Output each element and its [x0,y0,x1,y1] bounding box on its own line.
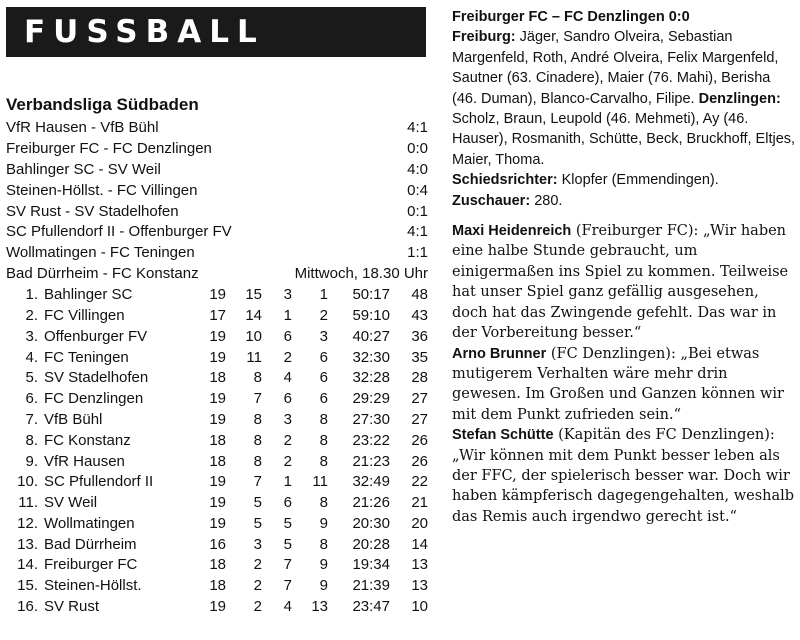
standings-table [6,285,430,618]
table-team: SV Weil [44,494,98,512]
table-drawn: 5 [283,535,292,553]
table-won: 8 [253,369,262,387]
table-points: 27 [411,410,428,428]
table-lost: 8 [319,410,328,428]
table-drawn: 6 [283,494,292,512]
lineup-paragraph [452,27,796,170]
match-row [6,160,430,181]
match-report [452,7,796,211]
table-points: 27 [411,390,428,408]
match-pairing: Freiburger FC - FC Denzlingen [6,139,212,157]
table-drawn: 2 [283,452,292,470]
match-row [6,118,430,139]
table-rank: 16. [17,598,38,616]
table-row [6,472,430,493]
table-team: Freiburger FC [44,556,138,574]
table-rank: 4. [25,348,38,366]
table-row [6,452,430,473]
table-team: Steinen-Höllst. [44,577,142,595]
table-points: 13 [411,556,428,574]
table-won: 7 [253,390,262,408]
table-lost: 6 [319,369,328,387]
table-drawn: 1 [283,306,292,324]
match-pairing: SC Pfullendorf II - Offenburger FV [6,223,232,241]
spectators-line [452,191,796,211]
table-goals: 32:49 [352,473,390,491]
table-drawn: 3 [283,410,292,428]
table-lost: 6 [319,348,328,366]
table-drawn: 3 [283,286,292,304]
match-result: 0:0 [407,139,428,157]
quote-block [452,344,796,426]
team1-lineup: Jäger, Sandro Olveira, Sebastian Margenfeld, Roth, André Olveira, Felix Margenfeld, Sautner (63. Cinadere), Maier (76. Mahi), Berisha (46. Duman), Blanco-Carvalho, Filipe. [452,29,779,107]
table-played: 19 [209,598,226,616]
table-rank: 14. [17,556,38,574]
table-lost: 8 [319,494,328,512]
table-points: 35 [411,348,428,366]
table-lost: 8 [319,535,328,553]
report-headline: Freiburger FC – FC Denzlingen 0:0 [452,9,690,25]
match-pairing: VfR Hausen - VfB Bühl [6,119,159,136]
table-played: 19 [209,494,226,512]
match-row [6,222,430,243]
table-won: 8 [253,452,262,470]
table-team: Wollmatingen [44,514,135,532]
table-points: 10 [411,598,428,616]
match-row [6,243,430,264]
table-rank: 11. [18,494,38,512]
table-goals: 23:22 [352,431,390,449]
table-lost: 8 [319,452,328,470]
table-played: 19 [209,410,226,428]
table-lost: 11 [312,473,328,491]
table-rank: 15. [17,577,38,595]
table-goals: 21:26 [352,494,390,512]
quote-affiliation: (Kapitän des FC Denzlingen): [558,427,775,444]
league-title: Verbandsliga Südbaden [6,95,199,114]
table-team: FC Villingen [44,306,125,324]
team1-label: Freiburg: [452,29,516,46]
table-team: VfR Hausen [44,452,125,470]
match-pairing: Bad Dürrheim - FC Konstanz [6,265,199,283]
match-pairing: Wollmatingen - FC Teningen [6,244,195,262]
match-row [6,181,430,202]
table-lost: 6 [319,390,328,408]
table-drawn: 2 [283,348,292,366]
table-goals: 20:28 [352,535,390,553]
table-team: SC Pfullendorf II [44,473,154,491]
table-team: SV Rust [44,598,100,616]
table-goals: 50:17 [352,286,390,304]
match-row [6,139,430,160]
table-played: 18 [209,369,226,387]
table-goals: 27:30 [352,410,390,428]
match-pairing: Bahlinger SC - SV Weil [6,160,161,178]
table-row [6,389,430,410]
table-drawn: 7 [283,556,292,574]
quote-affiliation: (Freiburger FC): [575,223,699,240]
match-pairing: Steinen-Höllst. - FC Villingen [6,181,198,199]
table-goals: 23:47 [352,598,390,616]
match-row [6,202,430,223]
table-points: 26 [411,431,428,449]
table-played: 19 [209,327,226,345]
table-played: 18 [209,556,226,574]
match-result: Mittwoch, 18.30 Uhr [294,265,428,283]
table-team: SV Stadelhofen [44,369,149,387]
table-won: 14 [245,306,262,324]
spectators-label: Zuschauer: [452,192,531,209]
quote-text: „Wir können mit dem Punkt besser leben als der FFC, der spielerisch besser war. Doch wir haben kämpferisch dagegengehalten, weshalb das Remis auch irgendwo gerecht ist.“ [452,447,795,525]
table-lost: 13 [311,598,328,616]
table-won: 8 [253,431,262,449]
table-drawn: 6 [283,390,292,408]
spectators-count: 280. [534,192,563,209]
table-points: 28 [411,369,428,387]
table-drawn: 7 [283,577,292,595]
table-goals: 59:10 [352,306,390,324]
table-goals: 32:30 [352,348,390,366]
table-points: 22 [411,473,428,491]
table-played: 17 [209,306,226,324]
table-points: 36 [411,327,428,345]
table-rank: 2. [25,306,38,324]
quote-speaker: Arno Brunner [452,345,547,362]
table-points: 43 [411,306,428,324]
table-won: 11 [246,348,262,366]
table-team: VfB Bühl [44,410,103,428]
table-won: 7 [253,473,262,491]
table-row [6,410,430,431]
table-drawn: 1 [283,473,292,491]
match-result: 0:4 [407,181,428,199]
table-points: 26 [411,452,428,470]
table-team: Offenburger FV [44,327,148,345]
table-rank: 3. [25,327,38,345]
table-goals: 20:30 [352,514,390,532]
table-row [6,306,430,327]
table-row [6,555,430,576]
table-row [6,327,430,348]
table-played: 19 [209,473,226,491]
table-rank: 13. [17,535,38,553]
table-row [6,348,430,369]
match-result: 4:1 [407,119,428,136]
table-team: FC Konstanz [44,431,131,449]
table-rank: 5. [25,369,38,387]
table-drawn: 6 [283,327,292,345]
table-lost: 2 [319,306,328,324]
table-played: 18 [209,452,226,470]
table-rank: 7. [25,410,38,428]
table-rank: 8. [25,431,38,449]
table-team: Bad Dürrheim [44,535,137,553]
table-played: 18 [209,431,226,449]
table-lost: 8 [319,431,328,449]
table-lost: 9 [319,577,328,595]
table-rank: 10. [17,473,38,491]
table-goals: 19:34 [352,556,390,574]
table-played: 18 [209,577,226,595]
table-goals: 29:29 [352,390,390,408]
match-pairing: SV Rust - SV Stadelhofen [6,202,179,220]
table-won: 2 [253,577,262,595]
quote-text: „Bei etwas mutigerem Verhalten wäre mehr drin gewesen. Im Großen und Ganzen können wir mit dem Punkt zufrieden sein.“ [452,345,784,423]
quote-block [452,221,796,343]
quote-block [452,425,796,527]
table-rank: 6. [25,390,38,408]
referee-label: Schiedsrichter: [452,172,558,189]
table-points: 20 [411,514,428,532]
report-column [452,6,796,527]
table-won: 2 [253,598,262,616]
match-row [6,264,430,285]
match-results [6,118,430,285]
table-row [6,493,430,514]
table-row [6,576,430,597]
table-goals: 21:39 [352,577,390,595]
table-played: 16 [209,535,226,553]
table-row [6,368,430,389]
table-row [6,597,430,618]
match-result: 1:1 [407,244,428,262]
match-result: 4:1 [407,223,428,241]
table-lost: 3 [319,327,328,345]
table-drawn: 2 [283,431,292,449]
table-won: 3 [253,535,262,553]
table-won: 2 [253,556,262,574]
table-lost: 9 [319,514,328,532]
table-team: FC Teningen [44,348,129,366]
league-column [6,94,430,618]
quote-speaker: Stefan Schütte [452,427,554,444]
table-played: 19 [209,514,226,532]
table-rank: 1. [25,286,38,304]
table-won: 15 [245,286,262,304]
table-played: 19 [209,390,226,408]
table-won: 8 [253,410,262,428]
table-played: 19 [209,286,226,304]
table-team: Bahlinger SC [44,286,133,304]
quote-speaker: Maxi Heidenreich [452,223,572,240]
table-drawn: 4 [283,369,292,387]
table-points: 13 [411,577,428,595]
table-lost: 1 [319,286,328,304]
match-result: 0:1 [407,202,428,220]
table-row [6,514,430,535]
table-row [6,431,430,452]
section-banner [6,7,426,57]
table-points: 48 [411,286,428,304]
match-result: 4:0 [407,160,428,178]
table-won: 5 [253,514,262,532]
table-goals: 32:28 [352,369,390,387]
table-row [6,535,430,556]
table-rank: 12. [17,514,38,532]
table-goals: 21:23 [352,452,390,470]
table-drawn: 4 [283,598,292,616]
quote-affiliation: (FC Denzlingen): [550,345,676,362]
table-won: 5 [253,494,262,512]
referee-name: Klopfer (Emmendingen). [561,172,719,189]
table-won: 10 [245,327,262,345]
table-team: FC Denzlingen [44,390,144,408]
table-row [6,285,430,306]
quote-text: „Wir haben eine halbe Stunde gebraucht, um einigermaßen ins Spiel zu kommen. Teilweise hat unser Spiel ganz gefällig ausgesehen, doch hat das Zwingende gefehlt. Das war in der Vorbereitung besser.“ [452,223,789,342]
section-title: FUSSBALL [24,14,265,50]
table-points: 14 [411,535,428,553]
table-rank: 9. [25,452,38,470]
table-points: 21 [411,494,428,512]
table-goals: 40:27 [352,327,390,345]
table-lost: 9 [319,556,328,574]
referee-line [452,170,796,190]
table-drawn: 5 [283,514,292,532]
table-played: 19 [209,348,226,366]
team2-label: Denzlingen: [698,90,781,107]
team2-lineup: Scholz, Braun, Leupold (46. Mehmeti), Ay (46. Hauser), Rosmanith, Schütte, Beck, Bruckhoff, Eltjes, Maier, Thoma. [452,111,796,168]
